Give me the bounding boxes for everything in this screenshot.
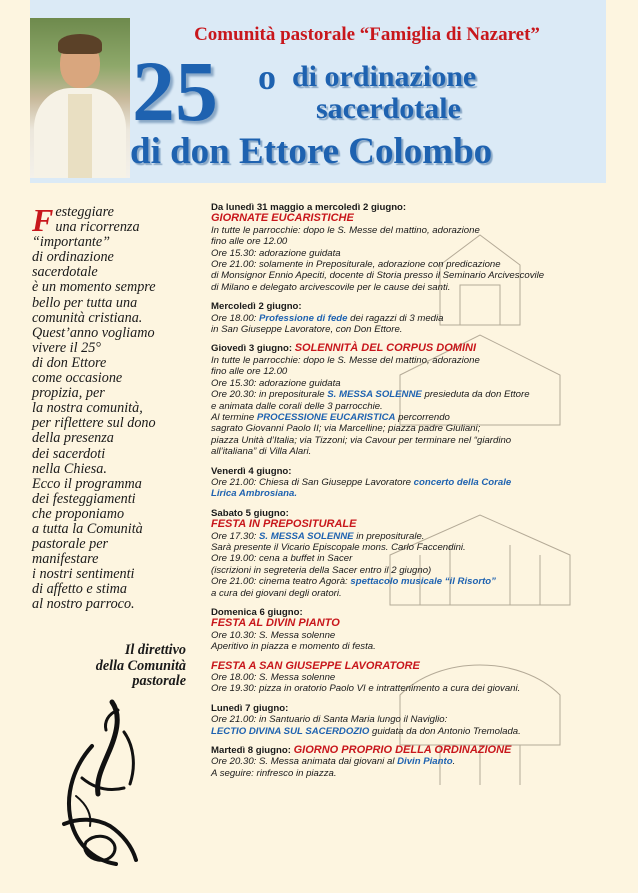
community-name: Comunità pastorale “Famiglia di Nazaret” [194, 24, 540, 45]
event-highlight: S. MESSA SOLENNE [327, 389, 422, 401]
event-highlight: Divin Pianto [397, 756, 453, 768]
event-line: Ore 18.00: S. Messa solenne [211, 672, 336, 684]
event-highlight: PROCESSIONE EUCARISTICA [256, 411, 396, 423]
event-line: di Monsignor Ennio Apeciti, docente di Storia presso il Seminario Arcivescovile [211, 270, 545, 282]
event-line: Al termine PROCESSIONE EUCARISTICA percorrendo [211, 411, 450, 423]
event-line: Ore 19.30: pizza in oratorio Paolo VI e intrattenimento a cura dei giovani. [211, 683, 521, 695]
program-day [211, 343, 586, 457]
title-line-2: sacerdotale [316, 92, 461, 125]
priest-stole [68, 94, 92, 178]
intro-body: esteggiare una ricorrenza “importante” di ordinazione sacerdotale è un momento sempre bello per tutta una comunità cristiana. Quest’anno vogliamo vivere il 25° di don Ettore come occasione propizia, per la nostra comunità, per riflettere sul dono della presenza dei sacerdoti nella Chiesa. Ecco il programma dei festeggiamenti che proponiamo a tutta la Comunità pastorale per manifestare i nostri sentimenti di affetto e stima al nostro parroco. [32, 204, 156, 613]
event-line: Ore 19.00: cena a buffet in Sacer [211, 553, 353, 565]
event-line: Ore 20.30: in prepositurale S. MESSA SOLENNE presieduta da don Ettore [211, 389, 530, 401]
intro-text [32, 202, 192, 613]
event-line: Ore 20.30: S. Messa animata dai giovani al Divin Pianto. [211, 756, 456, 768]
event-line: in San Giuseppe Lavoratore, con Don Ettore. [211, 324, 403, 336]
day-header [211, 745, 586, 756]
day-title: FESTA A SAN GIUSEPPE LAVORATORE [211, 659, 420, 672]
event-line: Ore 21.00: solamente in Prepositurale, adorazione con predicazione [211, 259, 501, 271]
event-line: In tutte le parrocchie: dopo le S. Messe del mattino, adorazione [211, 224, 480, 236]
event-line: a cura dei giovani degli oratori. [211, 587, 342, 599]
signature: Il direttivo della Comunità pastorale [95, 642, 186, 689]
event-line: fino alle ore 12.00 [211, 236, 288, 248]
program-day [211, 703, 586, 737]
event-line: all’italiana” di Villa Alari. [211, 446, 312, 458]
header-banner [30, 0, 606, 183]
program-day [211, 607, 586, 653]
event-highlight: spettacolo musicale “il Risorto” [350, 576, 496, 588]
event-line: LECTIO DIVINA SUL SACERDOZIO guidata da don Antonio Tremolada. [211, 725, 521, 737]
title-line-1: di ordinazione [292, 60, 477, 93]
event-line: Lirica Ambrosiana. [211, 488, 298, 500]
anniversary-degree: o [258, 57, 276, 97]
event-line: Ore 18.00: Professione di fede dei ragazzi di 3 media [211, 312, 444, 324]
day-title: GIORNATE EUCARISTICHE [211, 212, 354, 225]
priest-photo [30, 18, 130, 178]
program-day [211, 508, 586, 599]
event-line: In tutte le parrocchie: dopo le S. Messe del mattino, adorazione [211, 354, 480, 366]
day-date: Giovedì 3 giugno: [211, 343, 295, 355]
event-line: Ore 10.30: S. Messa solenne [211, 629, 336, 641]
program-day [211, 466, 586, 500]
event-line: Ore 15.30: adorazione guidata [211, 377, 341, 389]
event-line: fino alle ore 12.00 [211, 366, 288, 378]
day-date: Domenica 6 giugno: [211, 607, 303, 618]
day-date: Sabato 5 giugno: [211, 507, 289, 519]
event-highlight: concerto della Corale [413, 476, 512, 488]
event-line: Aperitivo in piazza e momento di festa. [211, 641, 376, 653]
event-highlight: LECTIO DIVINA SUL SACERDOZIO [211, 725, 370, 737]
program-list [211, 202, 586, 787]
day-title: GIORNO PROPRIO DELLA ORDINAZIONE [293, 744, 512, 757]
anniversary-number: 25 [132, 43, 218, 139]
program-day [211, 202, 586, 293]
event-line: di Milano e delegato arcivescovile per le cause dei santi. [211, 281, 451, 293]
holy-family-emblem [52, 696, 148, 874]
event-highlight: S. MESSA SOLENNE [259, 530, 354, 542]
priest-hair [58, 34, 102, 54]
event-line: piazza Unità d’Italia; via Tizzoni; via Cavour per terminare nel “giardino [211, 434, 512, 446]
program-day [211, 661, 586, 695]
day-date: Da lunedì 31 maggio a mercoledì 2 giugno: [211, 202, 407, 213]
day-date: Martedì 8 giugno: [211, 745, 294, 757]
day-title: SOLENNITÀ DEL CORPUS DOMINI [294, 342, 476, 355]
event-line: e animata dalle corali delle 3 parrocchie. [211, 400, 383, 412]
event-line: Ore 17.30: S. MESSA SOLENNE in prepositurale. [211, 530, 425, 542]
event-line: Ore 21.00: in Santuario di Santa Maria lungo il Naviglio: [211, 714, 448, 726]
title-line-3: di don Ettore Colombo [130, 131, 493, 172]
event-line: A seguire: rinfresco in piazza. [211, 767, 337, 779]
event-line: sagrato Giovanni Paolo II; via Marcelline; piazza padre Giuliani; [211, 423, 481, 435]
program-day [211, 745, 586, 779]
event-highlight: Professione di fede [259, 312, 348, 324]
event-line: Sarà presente il Vicario Episcopale mons. Carlo Faccendini. [211, 541, 466, 553]
day-date: Venerdì 4 giugno: [211, 465, 292, 477]
day-date: Lunedì 7 giugno: [211, 702, 289, 714]
day-title: FESTA AL DIVIN PIANTO [211, 617, 340, 630]
event-line: (iscrizioni in segreteria della Sacer entro il 2 giugno) [211, 564, 432, 576]
program-day [211, 301, 586, 335]
event-line: Ore 21.00: cinema teatro Agorà: spettacolo musicale “il Risorto” [211, 576, 496, 588]
event-line: Ore 21.00: Chiesa di San Giuseppe Lavoratore concerto della Corale [211, 476, 512, 488]
day-date: Mercoledì 2 giugno: [211, 301, 302, 313]
drop-cap: F [32, 202, 54, 238]
day-header [211, 343, 586, 354]
day-title: FESTA IN PREPOSITURALE [211, 518, 357, 531]
event-line: Ore 15.30: adorazione guidata [211, 247, 341, 259]
